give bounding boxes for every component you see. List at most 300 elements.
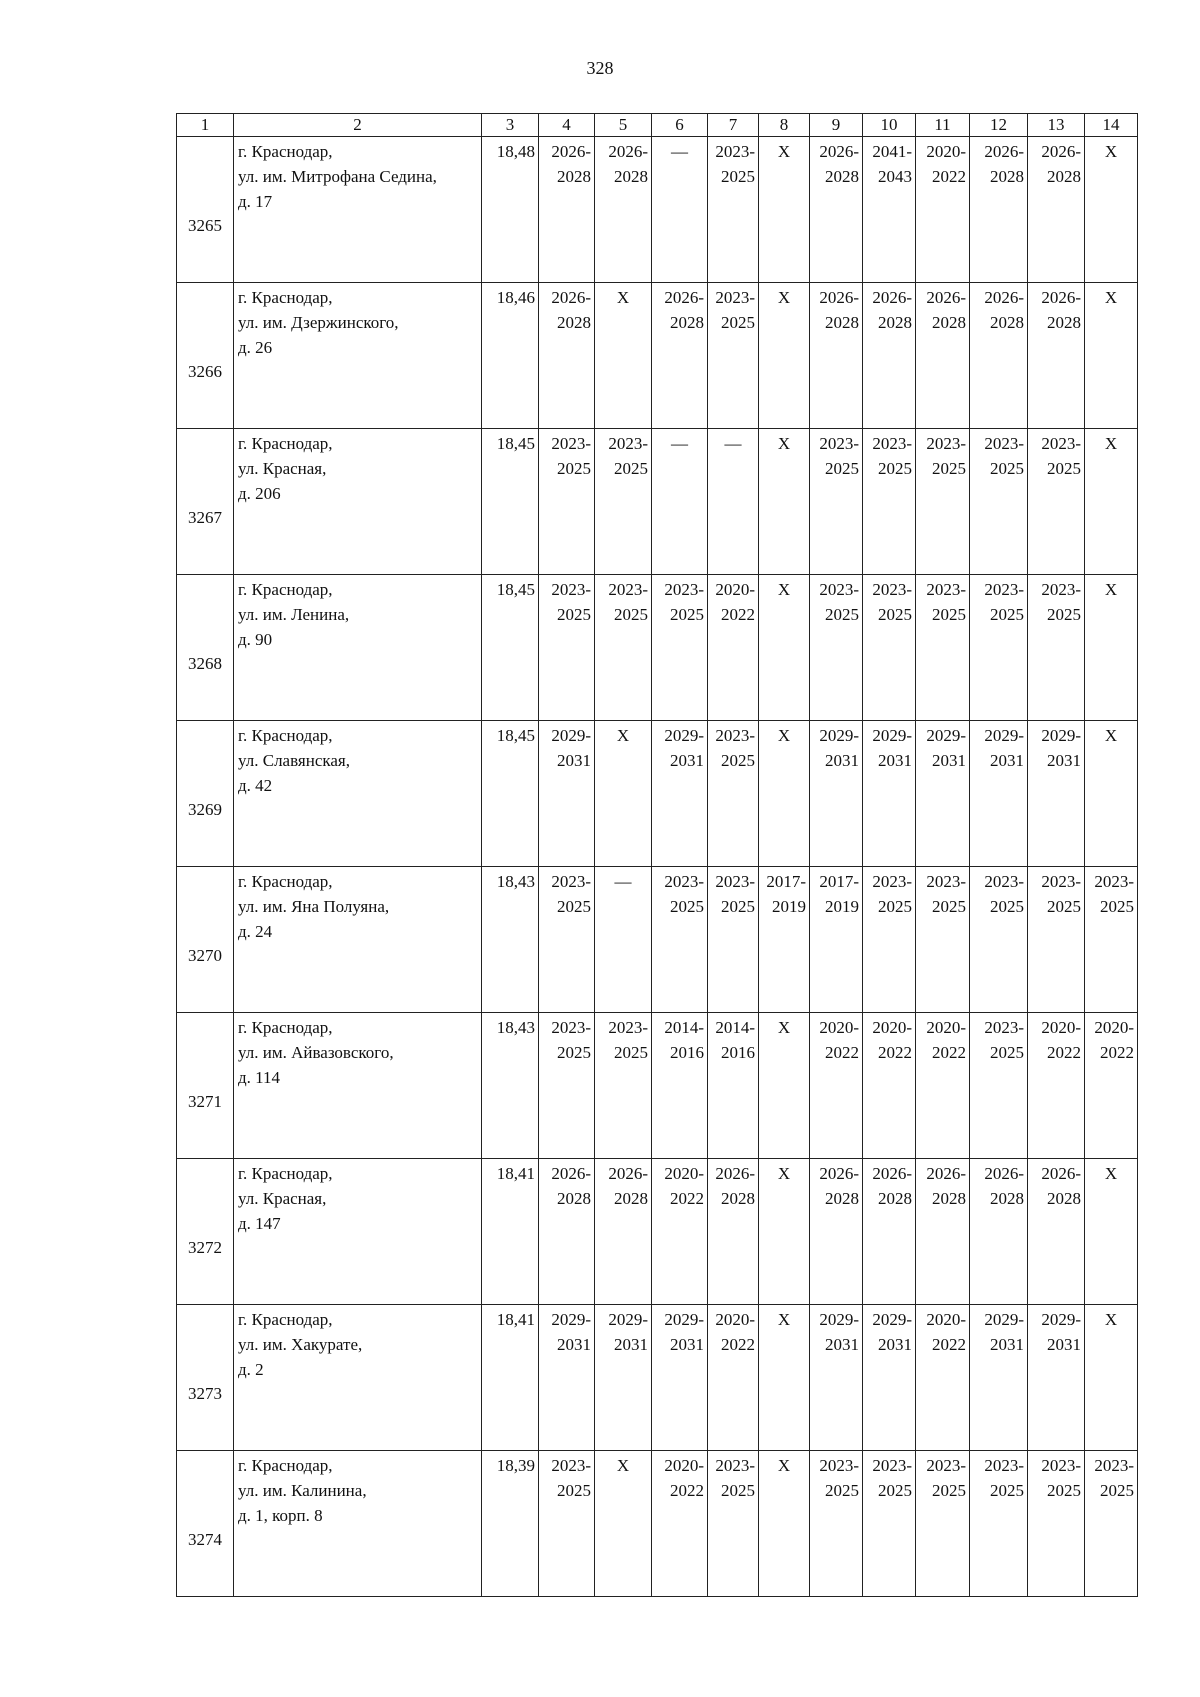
year-cell [810, 721, 863, 867]
area-cell [482, 137, 539, 283]
year-cell [759, 137, 810, 283]
column-header: 14 [1085, 114, 1138, 137]
year-cell [916, 867, 970, 1013]
area-value: 18,41 [496, 1164, 535, 1183]
row-number [177, 1013, 234, 1159]
year-value: 2025 [825, 459, 859, 478]
year-cell [1028, 1305, 1085, 1451]
year-value: X [1104, 1310, 1118, 1329]
year-cell [1085, 721, 1138, 867]
year-cell [1028, 1451, 1085, 1597]
column-header: 2 [234, 114, 482, 137]
address-line: г. Краснодар, [238, 1456, 333, 1475]
row-number-text: 3271 [188, 1092, 222, 1111]
row-number-text: 3272 [188, 1238, 222, 1257]
year-value: 2025 [932, 459, 966, 478]
area-cell [482, 1305, 539, 1451]
year-value: 2025 [1047, 459, 1081, 478]
year-value: 2025 [1100, 1481, 1134, 1500]
year-value: 2025 [825, 605, 859, 624]
year-value: 2025 [721, 1481, 755, 1500]
year-value: 2023- [819, 1456, 859, 1475]
address-line: д. 206 [238, 484, 281, 503]
year-cell [810, 137, 863, 283]
year-value: 2023- [984, 1018, 1024, 1037]
year-value: X [616, 288, 630, 307]
year-value: 2026- [926, 288, 966, 307]
year-value: 2020- [715, 580, 755, 599]
year-value: X [1104, 726, 1118, 745]
year-value: 2041- [872, 142, 912, 161]
year-value: 2028 [825, 167, 859, 186]
year-value: 2031 [878, 751, 912, 770]
year-cell [595, 1013, 652, 1159]
table-row [177, 575, 1138, 721]
address-line: ул. им. Айвазовского, [238, 1043, 394, 1062]
address-line: г. Краснодар, [238, 872, 333, 891]
area-value: 18,43 [496, 872, 535, 891]
year-value: 2023- [872, 872, 912, 891]
year-value: 2026- [1041, 1164, 1081, 1183]
area-value: 18,41 [496, 1310, 535, 1329]
year-value: 2028 [670, 313, 704, 332]
year-cell [810, 1159, 863, 1305]
column-header: 3 [482, 114, 539, 137]
year-cell [595, 867, 652, 1013]
year-cell [916, 283, 970, 429]
area-cell [482, 429, 539, 575]
year-value: 2020- [715, 1310, 755, 1329]
year-value: 2025 [932, 605, 966, 624]
year-value: 2023- [1041, 434, 1081, 453]
year-value: X [777, 1310, 791, 1329]
year-value: 2028 [557, 313, 591, 332]
year-value: 2025 [614, 605, 648, 624]
year-value: 2028 [1047, 167, 1081, 186]
row-number-text: 3265 [188, 216, 222, 235]
year-cell [863, 721, 916, 867]
table-row [177, 137, 1138, 283]
address-cell [234, 867, 482, 1013]
column-header: 12 [970, 114, 1028, 137]
year-value: 2025 [1047, 897, 1081, 916]
year-cell [916, 429, 970, 575]
address-line: г. Краснодар, [238, 1164, 333, 1183]
year-value: 2028 [878, 313, 912, 332]
year-cell [539, 1013, 595, 1159]
year-value: 2029- [819, 726, 859, 745]
address-line: г. Краснодар, [238, 1310, 333, 1329]
year-value: 2025 [1047, 605, 1081, 624]
row-number-text: 3273 [188, 1384, 222, 1403]
address-line: ул. им. Яна Полуяна, [238, 897, 390, 916]
year-value: 2023- [608, 434, 648, 453]
year-value: 2028 [614, 167, 648, 186]
year-cell [863, 137, 916, 283]
year-cell [916, 1451, 970, 1597]
year-value: 2025 [990, 459, 1024, 478]
year-value: 2023- [1094, 872, 1134, 891]
year-value: 2025 [721, 897, 755, 916]
year-cell [759, 1305, 810, 1451]
year-value: 2026- [872, 1164, 912, 1183]
address-line: д. 1, корп. 8 [238, 1506, 323, 1525]
year-value: 2023- [715, 1456, 755, 1475]
year-cell [1028, 283, 1085, 429]
year-cell [970, 429, 1028, 575]
year-value: 2026- [984, 142, 1024, 161]
year-value: 2026- [608, 142, 648, 161]
year-value: 2029- [984, 726, 1024, 745]
year-value: 2028 [825, 313, 859, 332]
address-line: д. 26 [238, 338, 273, 357]
year-value: 2023- [1094, 1456, 1134, 1475]
year-cell [652, 429, 708, 575]
address-line: ул. им. Дзержинского, [238, 313, 399, 332]
year-value: 2028 [932, 313, 966, 332]
year-value: 2028 [1047, 1189, 1081, 1208]
year-value: — [614, 872, 632, 891]
year-cell [539, 721, 595, 867]
address-cell [234, 283, 482, 429]
year-value: 2029- [872, 1310, 912, 1329]
year-value: 2031 [878, 1335, 912, 1354]
year-cell [863, 1013, 916, 1159]
year-value: 2029- [819, 1310, 859, 1329]
address-line: ул. Славянская, [238, 751, 350, 770]
year-cell [1028, 721, 1085, 867]
year-cell [595, 1305, 652, 1451]
year-value: 2025 [1047, 1481, 1081, 1500]
year-cell [759, 1451, 810, 1597]
year-value: X [777, 580, 791, 599]
year-value: 2026- [1041, 142, 1081, 161]
row-number-text: 3268 [188, 654, 222, 673]
area-value: 18,45 [496, 434, 535, 453]
year-cell [1028, 1013, 1085, 1159]
address-line: г. Краснодар, [238, 726, 333, 745]
year-cell [539, 137, 595, 283]
year-value: X [1104, 1164, 1118, 1183]
year-value: 2022 [670, 1189, 704, 1208]
year-value: 2029- [664, 726, 704, 745]
row-number-text: 3266 [188, 362, 222, 381]
header-row [177, 114, 1138, 137]
year-value: 2025 [878, 459, 912, 478]
year-value: X [616, 726, 630, 745]
year-value: 2029- [984, 1310, 1024, 1329]
column-header: 10 [863, 114, 916, 137]
address-line: д. 24 [238, 922, 273, 941]
year-value: 2043 [878, 167, 912, 186]
year-value: 2014- [664, 1018, 704, 1037]
year-cell [810, 1013, 863, 1159]
year-cell [708, 1305, 759, 1451]
year-value: 2025 [721, 751, 755, 770]
year-value: 2023- [715, 726, 755, 745]
year-value: 2020- [926, 142, 966, 161]
column-header: 8 [759, 114, 810, 137]
address-line: ул. им. Митрофана Седина, [238, 167, 437, 186]
year-value: 2023- [872, 434, 912, 453]
year-value: 2025 [721, 313, 755, 332]
year-value: 2023- [664, 872, 704, 891]
year-value: X [616, 1456, 630, 1475]
year-cell [1085, 575, 1138, 721]
year-value: 2029- [551, 726, 591, 745]
address-cell [234, 137, 482, 283]
address-line: г. Краснодар, [238, 142, 333, 161]
address-line: ул. Красная, [238, 1189, 327, 1208]
year-value: 2020- [819, 1018, 859, 1037]
address-line: г. Краснодар, [238, 288, 333, 307]
year-cell [916, 1159, 970, 1305]
year-value: X [777, 288, 791, 307]
year-cell [759, 1013, 810, 1159]
address-cell [234, 575, 482, 721]
year-value: 2026- [984, 288, 1024, 307]
year-value: 2025 [670, 605, 704, 624]
year-value: 2019 [825, 897, 859, 916]
row-number-text: 3274 [188, 1530, 222, 1549]
year-value: 2023- [926, 580, 966, 599]
year-value: 2023- [715, 288, 755, 307]
year-cell [863, 867, 916, 1013]
year-cell [652, 1451, 708, 1597]
area-value: 18,45 [496, 580, 535, 599]
table-row [177, 429, 1138, 575]
year-value: 2026- [608, 1164, 648, 1183]
address-cell [234, 429, 482, 575]
year-value: — [724, 434, 742, 453]
page-number: 328 [586, 58, 614, 78]
year-cell [595, 1451, 652, 1597]
year-value: 2026- [872, 288, 912, 307]
year-value: 2031 [614, 1335, 648, 1354]
year-value: 2026- [819, 142, 859, 161]
year-cell [1085, 137, 1138, 283]
table-row [177, 1013, 1138, 1159]
address-line: д. 2 [238, 1360, 264, 1379]
year-value: X [777, 142, 791, 161]
area-cell [482, 867, 539, 1013]
year-value: 2026- [551, 142, 591, 161]
row-number-text: 3269 [188, 800, 222, 819]
year-value: X [777, 726, 791, 745]
year-value: 2023- [551, 434, 591, 453]
year-cell [652, 1159, 708, 1305]
data-table [176, 113, 1138, 1597]
row-number [177, 575, 234, 721]
year-value: 2023- [984, 872, 1024, 891]
row-number [177, 283, 234, 429]
area-cell [482, 1013, 539, 1159]
year-cell [1085, 1159, 1138, 1305]
year-cell [916, 1305, 970, 1451]
year-value: 2023- [984, 580, 1024, 599]
year-value: 2031 [825, 751, 859, 770]
year-cell [652, 137, 708, 283]
year-value: 2031 [670, 751, 704, 770]
column-header: 1 [177, 114, 234, 137]
year-value: 2023- [872, 580, 912, 599]
table-row [177, 1159, 1138, 1305]
year-cell [863, 283, 916, 429]
year-cell [652, 721, 708, 867]
year-cell [970, 1013, 1028, 1159]
year-cell [810, 575, 863, 721]
year-cell [970, 721, 1028, 867]
address-cell [234, 1451, 482, 1597]
year-value: 2023- [608, 580, 648, 599]
year-value: 2020- [926, 1310, 966, 1329]
year-value: 2022 [932, 1335, 966, 1354]
year-cell [595, 137, 652, 283]
row-number [177, 1451, 234, 1597]
area-value: 18,39 [496, 1456, 535, 1475]
address-cell [234, 1013, 482, 1159]
year-value: — [671, 142, 688, 161]
year-cell [595, 1159, 652, 1305]
year-cell [1085, 429, 1138, 575]
year-value: 2031 [1047, 1335, 1081, 1354]
year-value: 2023- [984, 1456, 1024, 1475]
year-value: 2031 [990, 1335, 1024, 1354]
year-cell [759, 429, 810, 575]
year-value: 2023- [608, 1018, 648, 1037]
year-value: 2028 [557, 1189, 591, 1208]
year-cell [916, 1013, 970, 1159]
year-value: 2023- [1041, 872, 1081, 891]
year-value: 2019 [772, 897, 806, 916]
year-value: 2029- [926, 726, 966, 745]
year-value: — [671, 434, 688, 453]
year-value: 2028 [614, 1189, 648, 1208]
column-header: 11 [916, 114, 970, 137]
address-cell [234, 1305, 482, 1451]
area-cell [482, 575, 539, 721]
year-cell [539, 429, 595, 575]
column-header: 7 [708, 114, 759, 137]
year-cell [708, 283, 759, 429]
year-value: 2026- [819, 1164, 859, 1183]
year-value: 2031 [932, 751, 966, 770]
year-cell [595, 283, 652, 429]
area-value: 18,45 [496, 726, 535, 745]
year-cell [970, 867, 1028, 1013]
year-cell [652, 575, 708, 721]
table-row [177, 867, 1138, 1013]
year-value: 2025 [721, 167, 755, 186]
year-value: 2025 [878, 605, 912, 624]
year-value: X [1104, 288, 1118, 307]
year-value: 2025 [557, 459, 591, 478]
year-cell [539, 867, 595, 1013]
year-cell [1028, 575, 1085, 721]
year-cell [708, 575, 759, 721]
year-cell [810, 1451, 863, 1597]
year-value: 2029- [608, 1310, 648, 1329]
year-value: 2028 [990, 313, 1024, 332]
year-value: 2023- [984, 434, 1024, 453]
year-value: X [1104, 434, 1118, 453]
year-value: 2025 [557, 1481, 591, 1500]
address-line: д. 90 [238, 630, 273, 649]
year-value: X [777, 1164, 791, 1183]
row-number [177, 721, 234, 867]
year-value: 2023- [1041, 580, 1081, 599]
column-header: 5 [595, 114, 652, 137]
year-cell [759, 721, 810, 867]
year-value: 2028 [825, 1189, 859, 1208]
year-value: 2025 [557, 1043, 591, 1062]
year-value: 2020- [1094, 1018, 1134, 1037]
column-header: 4 [539, 114, 595, 137]
year-value: 2022 [670, 1481, 704, 1500]
year-value: 2025 [557, 605, 591, 624]
area-value: 18,43 [496, 1018, 535, 1037]
year-cell [970, 575, 1028, 721]
address-line: д. 42 [238, 776, 273, 795]
address-line: д. 17 [238, 192, 273, 211]
year-cell [539, 1159, 595, 1305]
year-cell [759, 1159, 810, 1305]
year-value: 2017- [819, 872, 859, 891]
year-cell [863, 1305, 916, 1451]
year-value: 2028 [557, 167, 591, 186]
address-line: ул. им. Калинина, [238, 1481, 367, 1500]
year-value: 2020- [664, 1164, 704, 1183]
year-value: X [777, 1456, 791, 1475]
year-value: 2020- [926, 1018, 966, 1037]
address-line: д. 147 [238, 1214, 281, 1233]
year-value: 2025 [825, 1481, 859, 1500]
year-cell [810, 1305, 863, 1451]
year-value: 2025 [1100, 897, 1134, 916]
year-cell [1085, 1013, 1138, 1159]
year-cell [759, 867, 810, 1013]
year-value: 2023- [926, 434, 966, 453]
year-cell [863, 429, 916, 575]
year-cell [539, 1305, 595, 1451]
year-cell [810, 429, 863, 575]
year-cell [1028, 1159, 1085, 1305]
year-value: 2031 [825, 1335, 859, 1354]
year-value: 2029- [551, 1310, 591, 1329]
address-line: г. Краснодар, [238, 1018, 333, 1037]
year-value: X [777, 1018, 791, 1037]
year-value: 2031 [990, 751, 1024, 770]
year-value: 2023- [715, 872, 755, 891]
year-value: 2023- [551, 1018, 591, 1037]
year-value: 2026- [551, 1164, 591, 1183]
year-cell [863, 575, 916, 721]
year-value: 2014- [715, 1018, 755, 1037]
address-line: д. 114 [238, 1068, 281, 1087]
year-value: 2022 [721, 1335, 755, 1354]
year-value: 2023- [551, 872, 591, 891]
year-value: 2025 [878, 1481, 912, 1500]
year-cell [595, 575, 652, 721]
year-value: 2023- [664, 580, 704, 599]
table-row [177, 1305, 1138, 1451]
year-value: 2023- [551, 1456, 591, 1475]
column-header: 9 [810, 114, 863, 137]
year-cell [539, 283, 595, 429]
year-value: 2026- [926, 1164, 966, 1183]
table-row [177, 721, 1138, 867]
year-value: 2025 [990, 897, 1024, 916]
